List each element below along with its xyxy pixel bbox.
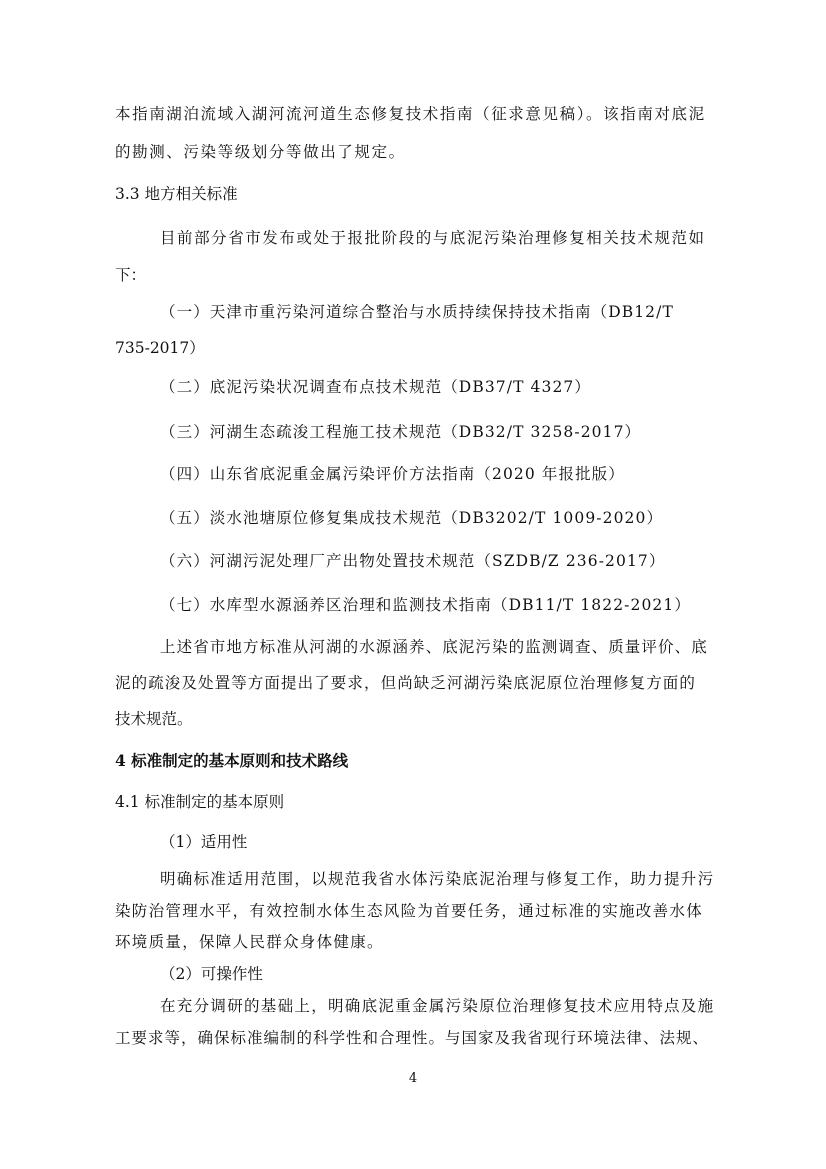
list-item: （五）淡水池塘原位修复集成技术规范（DB3202/T 1009-2020）	[160, 509, 664, 527]
text-line: 明确标准适用范围，以规范我省水体污染底泥治理与修复工作，助力提升污	[160, 870, 715, 888]
text-line: 工要求等，确保标准编制的科学性和合理性。与国家及我省现行环境法律、法规、	[115, 1029, 710, 1047]
text-line: 环境质量，保障人民群众身体健康。	[115, 933, 384, 951]
list-item: （六）河湖污泥处理厂产出物处置技术规范（SZDB/Z 236-2017）	[160, 552, 666, 570]
page-number: 4	[408, 1071, 418, 1086]
text-line: 染防治管理水平，有效控制水体生态风险为首要任务，通过标准的实施改善水体	[115, 902, 704, 920]
section-heading-3-3: 3.3 地方相关标准	[115, 185, 238, 203]
text-line: 泥的疏浚及处置等方面提出了要求，但尚缺乏河湖污染底泥原位治理修复方面的	[115, 674, 697, 692]
list-item: （二）底泥污染状况调查布点技术规范（DB37/T 4327）	[160, 378, 591, 396]
section-heading-4-1: 4.1 标准制定的基本原则	[115, 793, 285, 811]
subheading-operability: （2）可操作性	[160, 965, 263, 983]
text-line: 在充分调研的基础上，明确底泥重金属污染原位治理修复技术应用特点及施	[160, 997, 715, 1015]
list-item: （三）河湖生态疏浚工程施工技术规范（DB32/T 3258-2017）	[160, 423, 642, 441]
list-item: （一）天津市重污染河道综合整治与水质持续保持技术指南（DB12/T	[160, 303, 674, 321]
subheading-applicability: （1）适用性	[160, 833, 248, 851]
section-heading-4: 4 标准制定的基本原则和技术路线	[115, 751, 349, 770]
text-line: 本指南湖泊流域入湖河流河道生态修复技术指南（征求意见稿）。该指南对底泥	[115, 105, 706, 123]
text-line: 技术规范。	[115, 710, 193, 728]
text-line: 下：	[115, 266, 147, 284]
text-line: 目前部分省市发布或处于报批阶段的与底泥污染治理修复相关技术规范如	[160, 229, 706, 247]
list-item: （七）水库型水源涵养区治理和监测技术指南（DB11/T 1822-2021）	[160, 596, 691, 614]
text-line: 的勘测、污染等级划分等做出了规定。	[115, 143, 406, 161]
list-item-continuation: 735-2017）	[115, 339, 205, 357]
list-item: （四）山东省底泥重金属污染评价方法指南（2020 年报批版）	[160, 465, 625, 483]
text-line: 上述省市地方标准从河湖的水源涵养、底泥污染的监测调查、质量评价、底	[160, 638, 708, 656]
